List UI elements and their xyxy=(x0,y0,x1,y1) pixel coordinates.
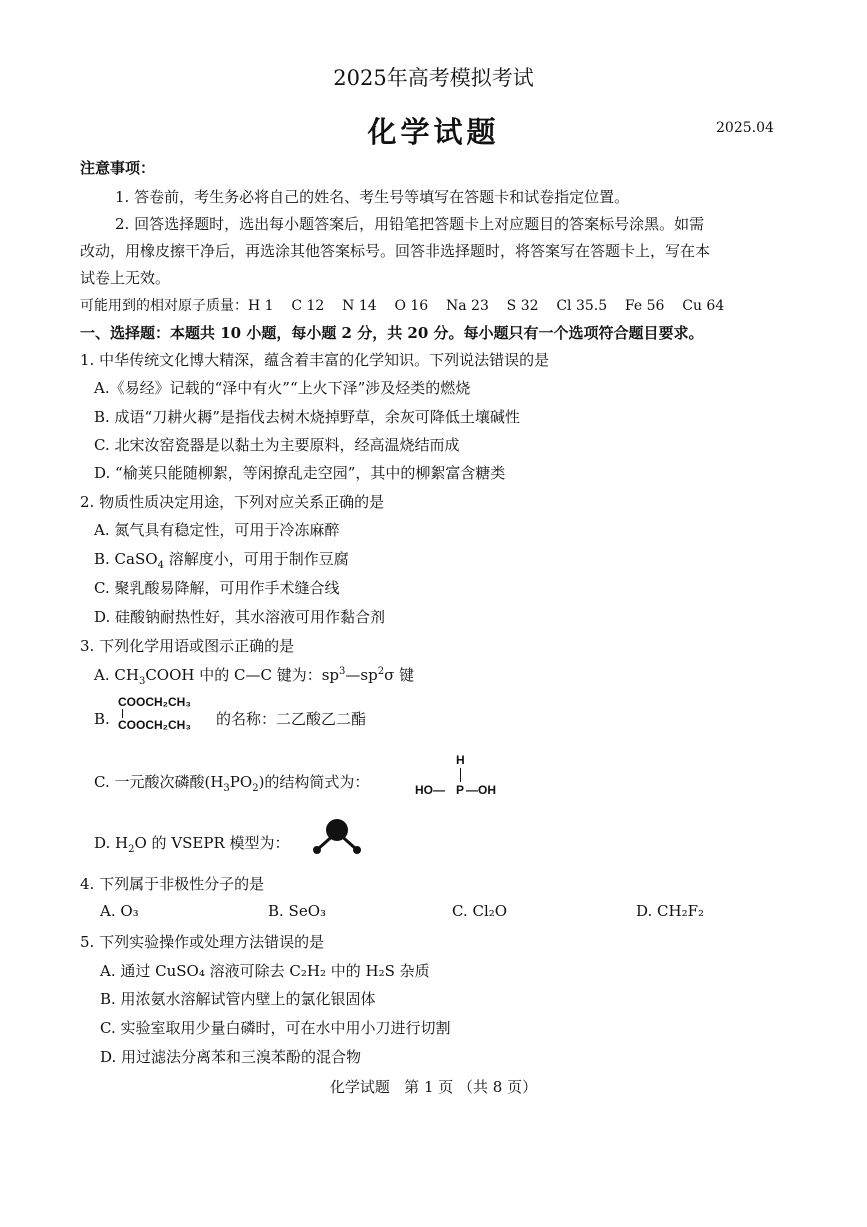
q4-option-a: A. O₃ xyxy=(100,902,139,920)
q3-c-struct-right: —OH xyxy=(466,783,496,797)
q1-stem: 1. 中华传统文化博大精深，蕴含着丰富的化学知识。下列说法错误的是 xyxy=(80,351,550,369)
notes-item-2-line-3: 试卷上无效。 xyxy=(80,269,171,287)
q2-option-b: B. CaSO$_4$ 溶解度小，可用于制作豆腐 xyxy=(94,550,349,571)
q5-option-c: C. 实验室取用少量白磷时，可在水中用小刀进行切割 xyxy=(100,1019,451,1037)
q4-stem: 4. 下列属于非极性分子的是 xyxy=(80,875,265,893)
q1-option-b: B. 成语“刀耕火耨”是指伐去树木烧掉野草，余灰可降低土壤碱性 xyxy=(94,408,520,426)
q3-stem: 3. 下列化学用语或图示正确的是 xyxy=(80,637,295,655)
q4-option-c: C. Cl₂O xyxy=(452,902,508,920)
q5-option-d: D. 用过滤法分离苯和三溴苯酚的混合物 xyxy=(100,1048,362,1066)
subject-title: 化学试题 xyxy=(367,115,500,149)
q3-option-b-label: B. xyxy=(94,710,110,728)
q4-option-d: D. CH₂F₂ xyxy=(636,902,705,920)
notes-item-2-line-1: 2. 回答选择题时，选出每小题答案后，用铅笔把答题卡上对应题目的答案标号涂黑。如需 xyxy=(115,215,705,233)
exam-title: 2025年高考模拟考试 xyxy=(333,66,534,90)
vsepr-model-icon xyxy=(308,815,368,857)
q3-c-struct-p: P xyxy=(456,783,465,797)
section-1-heading: 一、选择题：本题共 10 小题，每小题 2 分，共 20 分。每小题只有一个选项符合题目要求。 xyxy=(80,324,704,342)
q2-option-d: D. 硅酸钠耐热性好，其水溶液可用作黏合剂 xyxy=(94,608,386,626)
exam-date: 2025.04 xyxy=(716,120,774,136)
q3-option-d: D. $H_2O$ 的 VSEPR 模型为： xyxy=(94,834,290,855)
q2-stem: 2. 物质性质决定用途，下列对应关系正确的是 xyxy=(80,493,385,511)
q5-option-b: B. 用浓氨水溶解试管内壁上的氯化银固体 xyxy=(100,990,376,1008)
q3-option-b-text: 的名称：二乙酸乙二酯 xyxy=(216,710,367,728)
q3-b-formula-top: COOCH₂CH₃ xyxy=(118,695,191,709)
q3-option-c: C. 一元酸次磷酸$(H_3PO_2)$的结构简式为： xyxy=(94,773,370,794)
q2-option-a: A. 氮气具有稳定性，可用于冷冻麻醉 xyxy=(94,521,340,539)
q5-option-a: A. 通过 CuSO₄ 溶液可除去 C₂H₂ 中的 H₂S 杂质 xyxy=(100,962,430,980)
q4-option-b: B. SeO₃ xyxy=(268,902,327,920)
notes-heading: 注意事项： xyxy=(80,159,156,177)
notes-item-2-line-2: 改动，用橡皮擦干净后，再选涂其他答案标号。回答非选择题时，将答案写在答题卡上，写在本 xyxy=(80,242,711,260)
q1-option-c: C. 北宋汝窑瓷器是以黏土为主要原料，经高温烧结而成 xyxy=(94,436,460,454)
q1-option-d: D. “榆荚只能随柳絮，等闲撩乱走空园”，其中的柳絮富含糖类 xyxy=(94,464,506,482)
notes-item-1: 1. 答卷前，考生务必将自己的姓名、考生号等填写在答题卡和试卷指定位置。 xyxy=(115,188,630,206)
q5-stem: 5. 下列实验操作或处理方法错误的是 xyxy=(80,933,325,951)
q3-b-bond-line xyxy=(122,709,123,718)
q1-option-a: A.《易经》记载的“泽中有火”“上火下泽”涉及烃类的燃烧 xyxy=(94,379,471,397)
atomic-masses: 可能用到的相对原子质量：H 1 C 12 N 14 O 16 Na 23 S 32 Cl 35.5 Fe 56 Cu 64 xyxy=(80,298,725,314)
page-footer: 化学试题 第 1 页 （共 8 页） xyxy=(329,1078,538,1096)
q3-c-struct-left: HO— xyxy=(415,783,445,797)
q3-option-a: A. $CH_3COOH$ 中的 C—C 键为：$sp^3—sp^2\sigma$ 键 xyxy=(94,666,415,687)
q3-c-struct-bond xyxy=(460,768,461,782)
q2-option-c: C. 聚乳酸易降解，可用作手术缝合线 xyxy=(94,579,340,597)
q3-c-struct-h: H xyxy=(456,753,465,767)
q3-b-formula-bottom: COOCH₂CH₃ xyxy=(118,718,191,732)
